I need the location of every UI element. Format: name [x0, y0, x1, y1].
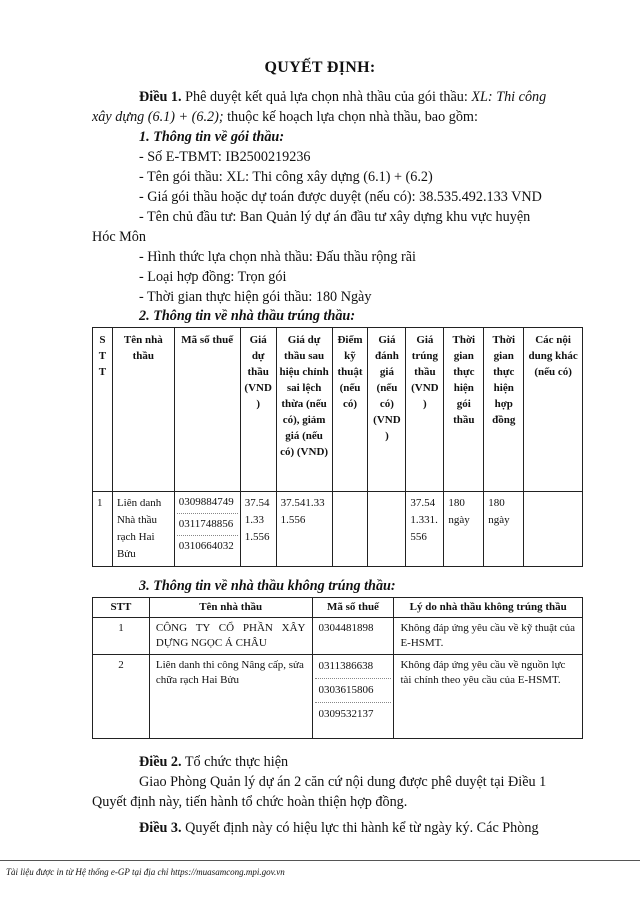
- dieu1-text-a: Phê duyệt kết quả lựa chọn nhà thầu của gói thầu:: [181, 89, 472, 105]
- header-gia-sau-hieu-chinh: Giá dự thầu sau hiệu chỉnh sai lệch thừa (nếu có), giảm giá (nếu có) (VND): [276, 328, 332, 492]
- dieu2-line2: Quyết định này, tiến hành tổ chức hoàn thiện hợp đồng.: [92, 794, 408, 810]
- header-gia-danh-gia: Giá đánh giá (nếu có) (VND ): [368, 328, 406, 492]
- dieu1-line2: [92, 108, 478, 126]
- dieu1-italic-b: xây dựng (6.1) + (6.2);: [92, 109, 224, 125]
- cell-diem: [332, 492, 368, 567]
- table-row: [93, 618, 583, 655]
- sec1-line: - Tên chủ đầu tư: Ban Quản lý dự án đầu tư xây dựng khu vực huyện: [139, 209, 531, 225]
- header-diem-ky-thuat: Điểm kỹ thuật (nếu có): [332, 328, 368, 492]
- cell-khac: [524, 492, 583, 567]
- cell-gia-trung-thau: 37.541.331.556: [406, 492, 444, 567]
- dieu2-line: [139, 753, 288, 771]
- sec1-line: - Số E-TBMT: IB2500219236: [139, 149, 311, 165]
- dieu1-text-b: thuộc kế hoạch lựa chọn nhà thầu, bao gồm:: [223, 109, 478, 125]
- dieu1-italic-a: XL: Thi công: [471, 89, 547, 105]
- cell-gia-danh-gia: [368, 492, 406, 567]
- cell-name: CÔNG TY CỔ PHẦN XÂY DỰNG NGỌC Á CHÂU: [149, 618, 312, 655]
- section2-heading: 2. Thông tin về nhà thầu trúng thầu:: [139, 308, 356, 324]
- header-ly-do: Lý do nhà thầu không trúng thầu: [394, 598, 583, 618]
- losing-bidder-table: [92, 597, 583, 739]
- header-noi-dung-khac: Các nội dung khác (nếu có): [524, 328, 583, 492]
- sec1-line: - Hình thức lựa chọn nhà thầu: Đấu thầu rộng rãi: [139, 249, 416, 265]
- sec1-line: - Tên gói thầu: XL: Thi công xây dựng (6.1) + (6.2): [139, 169, 433, 185]
- header-ten-nha-thau: Tên nhà thầu: [112, 328, 174, 492]
- table-header-row: [93, 328, 583, 492]
- dieu3-label: Điều 3.: [139, 820, 182, 836]
- mst-value: 0311386638: [315, 655, 392, 679]
- sec1-line: - Thời gian thực hiện gói thầu: 180 Ngày: [139, 289, 372, 305]
- header-gia-du-thau: Giá dự thầu (VND ): [240, 328, 276, 492]
- sec1-line: - Giá gói thầu hoặc dự toán được duyệt (nếu có): 38.535.492.133 VND: [139, 189, 542, 205]
- cell-tg-hop-dong: 180 ngày: [484, 492, 524, 567]
- decision-title: QUYẾT ĐỊNH:: [264, 59, 376, 76]
- header-stt: S T T: [93, 328, 113, 492]
- cell-reason: Không đáp ứng yêu cầu về kỹ thuật của E-HSMT.: [394, 618, 583, 655]
- mst-value: 0303615806: [315, 679, 392, 703]
- cell-stt: 1: [93, 492, 113, 567]
- header-gia-trung-thau: Giá trúng thầu (VND ): [406, 328, 444, 492]
- table-header-row: [93, 598, 583, 618]
- header-tg-hop-dong: Thời gian thực hiện hợp đồng: [484, 328, 524, 492]
- table-row: [93, 655, 583, 739]
- dieu1-label: Điều 1.: [139, 89, 182, 105]
- dieu2-line1: Giao Phòng Quản lý dự án 2 căn cứ nội dung được phê duyệt tại Điều 1: [139, 774, 547, 790]
- dieu3-line: [139, 819, 539, 837]
- cell-mst: [312, 655, 394, 739]
- footer-note: Tài liệu được in từ Hệ thống e-GP tại địa chỉ https://muasamcong.mpi.gov.vn: [6, 867, 285, 877]
- cell-stt: 1: [93, 618, 150, 655]
- cell-gia-du-thau: 37.541.331.556: [240, 492, 276, 567]
- mst-value: 0311748856: [177, 514, 238, 536]
- header-tg-goi-thau: Thời gian thực hiện gói thầu: [444, 328, 484, 492]
- cell-name: Liên danh thi công Nâng cấp, sửa chữa rạch Hai Bửu: [149, 655, 312, 739]
- dieu3-text: Quyết định này có hiệu lực thi hành kể từ ngày ký. Các Phòng: [181, 820, 539, 836]
- cell-tg-goi-thau: 180 ngày: [444, 492, 484, 567]
- footer-divider: [0, 860, 640, 861]
- cell-reason: Không đáp ứng yêu cầu về nguồn lực tài chính theo yêu cầu của E-HSMT.: [394, 655, 583, 739]
- cell-name: Liên danh Nhà thầu rạch Hai Bửu: [112, 492, 174, 567]
- dieu2-text: Tổ chức thực hiện: [181, 754, 289, 770]
- header-stt: STT: [93, 598, 150, 618]
- header-ma-so-thue: Mã số thuế: [312, 598, 394, 618]
- cell-gia-sau-hieu-chinh: 37.541.331.556: [276, 492, 332, 567]
- cell-mst: [174, 492, 240, 567]
- cell-stt: 2: [93, 655, 150, 739]
- sec1-line: - Loại hợp đồng: Trọn gói: [139, 269, 287, 285]
- section1-heading: 1. Thông tin về gói thầu:: [139, 129, 285, 145]
- table-row: [93, 492, 583, 567]
- dieu2-label: Điều 2.: [139, 754, 182, 770]
- mst-value: 0310664032: [178, 540, 234, 552]
- mst-value: 0309532137: [318, 708, 374, 720]
- sec1-line: Hóc Môn: [92, 229, 146, 245]
- header-ten-nha-thau: Tên nhà thầu: [149, 598, 312, 618]
- mst-value: 0309884749: [177, 492, 238, 514]
- cell-mst: 0304481898: [312, 618, 394, 655]
- dieu1-line1: [139, 88, 546, 106]
- section3-heading: 3. Thông tin về nhà thầu không trúng thầu:: [139, 578, 396, 594]
- header-ma-so-thue: Mã số thuế: [174, 328, 240, 492]
- winning-bidder-table: [92, 327, 583, 567]
